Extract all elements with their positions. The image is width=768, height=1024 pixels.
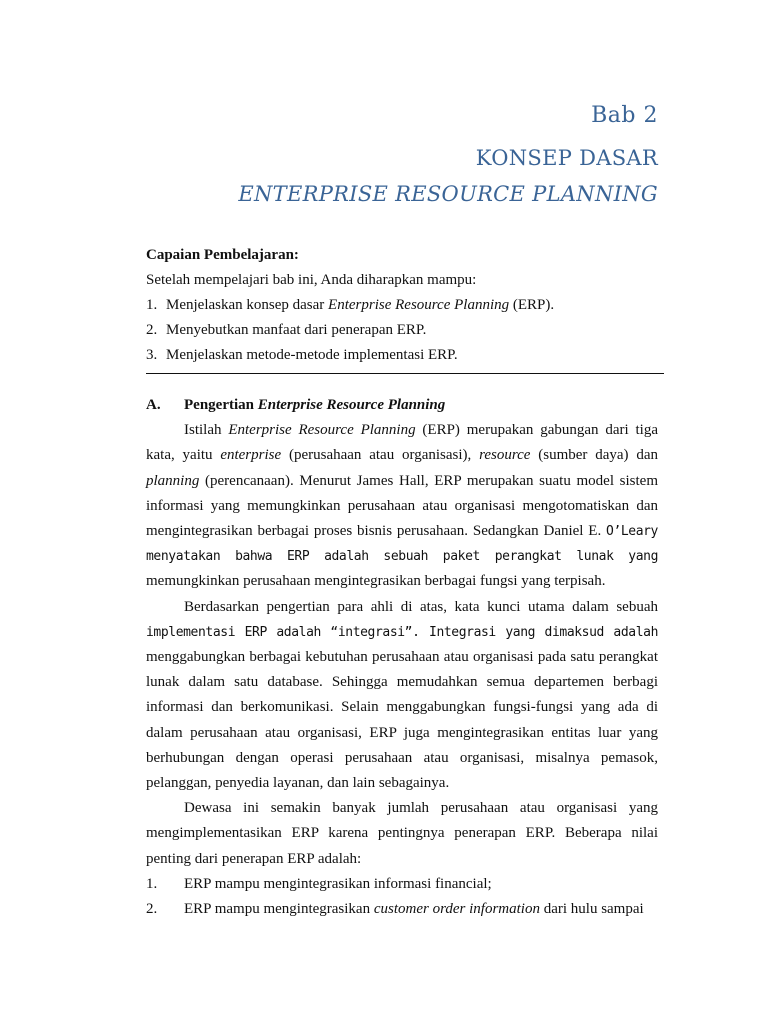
list-number: 1. [146,875,158,892]
chapter-title-line-2: ENTERPRISE RESOURCE PLANNING [238,182,658,206]
outcome-text: Menjelaskan metode-metode implementasi ERP. [166,347,458,363]
section-title: Pengertian Enterprise Resource Planning [184,397,446,413]
outcomes-heading: Capaian Pembelajaran: [146,247,299,263]
outcome-item [146,318,664,343]
list-number: 2. [146,901,158,918]
paragraph-1: Istilah Enterprise Resource Planning (ERP) merupakan gabungan dari tiga kata, yaitu enterprise (perusahaan atau organisasi), resource (sumber daya) dan planning (perencanaan). Menurut James Hall, ERP merupakan suatu model sistem informasi yang memungkinkan perusahaan atau organisasi mengotomatiskan dan mengintegrasikan berbagai proses bisnis perusahaan. Sedangkan Daniel E. O’Leary menyatakan bahwa ERP adalah sebuah paket perangkat lunak yang memungkinkan perusahaan mengintegrasikan berbagai fungsi yang terpisah. [146,422,659,590]
list-text: ERP mampu mengintegrasikan customer order information dari hulu sampai [184,901,644,918]
list-item [146,872,658,897]
outcome-item [146,293,664,318]
outcomes-intro: Setelah mempelajari bab ini, Anda diharapkan mampu: [146,272,477,288]
outcome-number: 2. [146,322,158,338]
chapter-header [238,100,658,210]
section-a [146,393,658,922]
list-item [146,897,658,922]
chapter-title-line-1: KONSEP DASAR [475,146,658,170]
outcome-item [146,343,664,368]
section-heading [146,393,658,418]
outcome-number: 1. [146,297,158,313]
paragraph-2: Berdasarkan pengertian para ahli di atas, kata kunci utama dalam sebuah implementasi ERP adalah “integrasi”. Integrasi yang dimaksud adalah menggabungkan berbagai kebutuhan perusahaan atau organisasi pada satu perangkat lunak dalam satu database. Sehingga memudahkan semua departemen berbagi informasi dan berkomunikasi. Selain menggabungkan fungsi-fungsi yang ada di dalam perusahaan atau organisasi, ERP juga mengintegrasikan entitas luar yang berhubungan dengan operasi perusahaan atau organisasi, misalnya pemasok, pelanggan, penyedia layanan, dan lain sebagainya. [146,598,658,792]
outcome-number: 3. [146,347,158,363]
chapter-number: Bab 2 [591,103,658,128]
section-divider [146,373,664,374]
list-text: ERP mampu mengintegrasikan informasi financial; [184,875,492,892]
outcome-text: Menjelaskan konsep dasar Enterprise Resource Planning (ERP). [166,297,555,313]
paragraph-3: Dewasa ini semakin banyak jumlah perusahaan atau organisasi yang mengimplementasikan ERP karena pentingnya penerapan ERP. Beberapa nilai penting dari penerapan ERP adalah: [146,800,658,867]
section-letter: A. [146,397,161,413]
learning-outcomes [146,243,664,368]
outcome-text: Menyebutkan manfaat dari penerapan ERP. [166,322,427,338]
